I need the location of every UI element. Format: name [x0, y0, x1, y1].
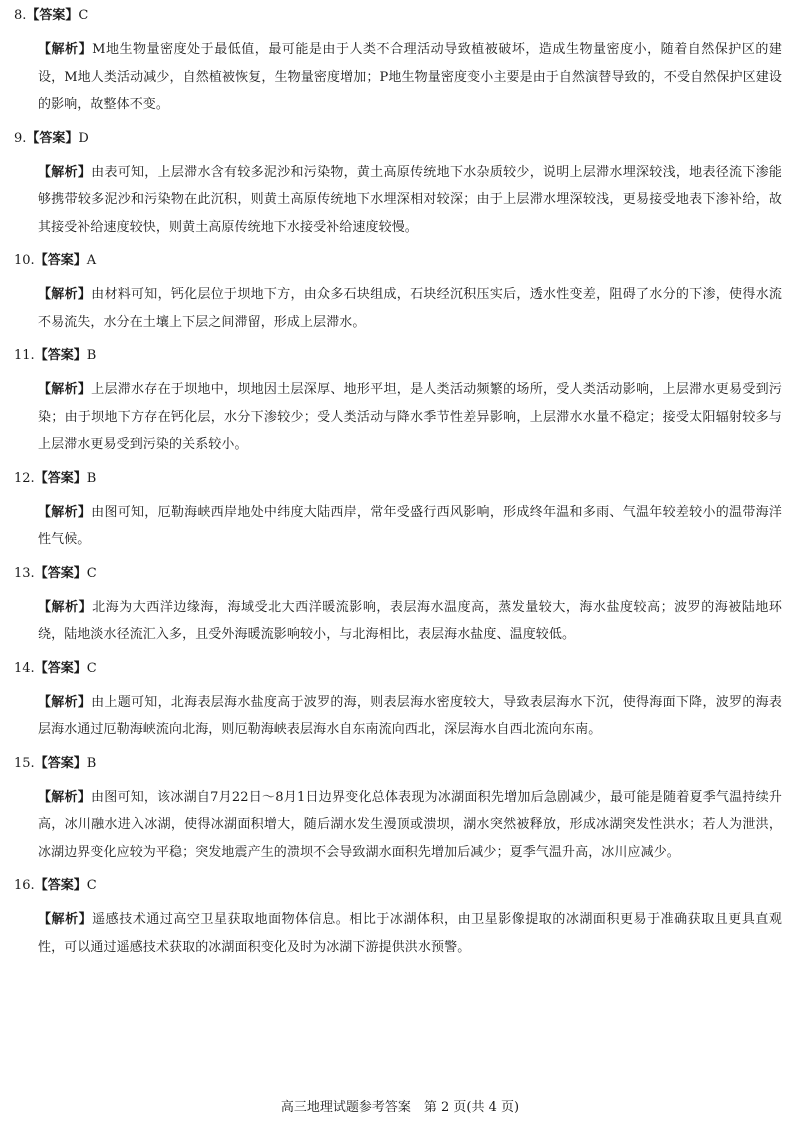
answer-choice: C	[86, 878, 97, 893]
answer-choice: C	[78, 8, 89, 23]
explanation	[14, 36, 786, 119]
answer-label: 【答案】	[34, 878, 87, 893]
question-number: 16.	[14, 878, 35, 893]
answer-choice: A	[86, 253, 97, 268]
explanation-text: 由图可知，厄勒海峡西岸地处中纬度大陆西岸，常年受盛行西风影响，形成终年温和多雨、气温年较差较小的温带海洋性气候。	[38, 504, 782, 547]
answer-item	[14, 346, 786, 459]
answer-choice: C	[86, 565, 97, 581]
answer-choice: B	[86, 348, 97, 363]
explanation-text: 北海为大西洋边缘海，海域受北大西洋暖流影响，表层海水温度高，蒸发量较大，海水盐度较高；波罗的海被陆地环绕，陆地淡水径流汇入多，且受外海暖流影响较小，与北海相比，表层海水盐度、温度较低。	[38, 599, 782, 642]
explanation-label: 【解析】	[38, 789, 91, 805]
answer-line	[14, 754, 786, 774]
explanation	[14, 159, 786, 242]
answer-item	[14, 469, 786, 554]
explanation-text: 由表可知，上层滞水含有较多泥沙和污染物，黄土高原传统地下水杂质较少，说明上层滞水埋深较浅，地表径流下渗能够携带较多泥沙和污染物在此沉积，则黄土高原传统地下水埋深相对较深；由于上层滞水埋深较浅，更易接受地表下渗补给，故其接受补给速度较快，则黄土高原传统地下水接受补给速度较慢。	[38, 164, 782, 235]
page-footer: 高三地理试题参考答案 第 2 页(共 4 页)	[280, 1100, 520, 1115]
explanation-text: 上层滞水存在于坝地中，坝地因土层深厚、地形平坦，是人类活动频繁的场所，受人类活动影响，上层滞水更易受到污染；由于坝地下方存在钙化层，水分下渗较少；受人类活动与降水季节性差异影响，上层滞水水量不稳定；接受太阳辐射较多与上层滞水更易受到污染的关系较小。	[38, 382, 782, 452]
answer-label: 【答案】	[26, 8, 79, 23]
explanation-text: 由上题可知，北海表层海水盐度高于波罗的海，则表层海水密度较大，导致表层海水下沉，使得海面下降，波罗的海表层海水通过厄勒海峡流向北海，则厄勒海峡表层海水自东南流向西北，深层海水自西北流向东南。	[38, 694, 782, 737]
answer-label: 【答案】	[34, 348, 87, 363]
explanation-text: M地生物量密度处于最低值，最可能是由于人类不合理活动导致植被破坏，造成生物量密度小，随着自然保护区的建设，M地人类活动减少，自然植被恢复，生物量密度增加；P地生物量密度变小主要是由于自然演替导致的，不受自然保护区建设的影响，故整体不变。	[38, 42, 782, 112]
answer-label: 【答案】	[34, 755, 87, 771]
answer-choice: B	[86, 755, 97, 771]
explanation	[14, 281, 786, 336]
answer-label: 【答案】	[34, 660, 87, 676]
question-number: 15.	[14, 755, 35, 771]
answer-line	[14, 129, 786, 149]
explanation	[14, 689, 786, 744]
answer-item	[14, 129, 786, 242]
answer-label: 【答案】	[26, 130, 79, 146]
answer-line	[14, 659, 786, 679]
answer-line	[14, 564, 786, 584]
explanation-label: 【解析】	[38, 504, 92, 520]
answer-label: 【答案】	[34, 253, 87, 268]
explanation-label: 【解析】	[38, 912, 93, 927]
answer-choice: D	[78, 130, 89, 146]
explanation	[14, 906, 786, 961]
explanation-label: 【解析】	[38, 287, 92, 302]
answer-line	[14, 469, 786, 489]
question-number: 10.	[14, 253, 35, 268]
answer-key	[14, 4, 786, 971]
answer-item	[14, 754, 786, 867]
explanation-label: 【解析】	[38, 42, 93, 57]
answer-item	[14, 876, 786, 961]
answer-line	[14, 876, 786, 896]
answer-line	[14, 6, 786, 26]
question-number: 11.	[14, 348, 35, 363]
question-number: 13.	[14, 565, 35, 581]
explanation-label: 【解析】	[38, 164, 92, 180]
explanation-label: 【解析】	[38, 694, 92, 710]
explanation-text: 由图可知，该冰湖自7月22日～8月1日边界变化总体表现为冰湖面积先增加后急剧减少，最可能是随着夏季气温持续升高，冰川融水进入冰湖，使得冰湖面积增大，随后湖水发生漫顶或溃坝，湖水突然被释放，形成冰湖突发性洪水；若人为泄洪，冰湖边界变化应较为平稳；突发地震产生的溃坝不会导致湖水面积先增加后减少；夏季气温升高，冰川应减少。	[38, 789, 782, 860]
explanation-label: 【解析】	[38, 382, 92, 397]
answer-item	[14, 659, 786, 744]
answer-choice: C	[86, 660, 97, 676]
answer-item	[14, 6, 786, 119]
explanation	[14, 784, 786, 867]
answer-item	[14, 564, 786, 649]
answer-line	[14, 346, 786, 366]
explanation-label: 【解析】	[38, 599, 93, 615]
answer-choice: B	[86, 470, 97, 486]
answer-item	[14, 251, 786, 336]
question-number: 14.	[14, 660, 35, 676]
answer-label: 【答案】	[34, 565, 87, 581]
question-number: 12.	[14, 470, 35, 486]
explanation-text: 遥感技术通过高空卫星获取地面物体信息。相比于冰湖体积，由卫星影像提取的冰湖面积更易于准确获取且更具直观性，可以通过遥感技术获取的冰湖面积变化及时为冰湖下游提供洪水预警。	[38, 912, 782, 955]
explanation	[14, 594, 786, 649]
question-number: 8.	[14, 8, 27, 23]
explanation-text: 由材料可知，钙化层位于坝地下方，由众多石块组成，石块经沉积压实后，透水性变差，阻碍了水分的下渗，使得水流不易流失，水分在土壤上下层之间滞留，形成上层滞水。	[38, 287, 782, 330]
answer-label: 【答案】	[34, 470, 87, 486]
explanation	[14, 499, 786, 554]
explanation	[14, 376, 786, 459]
question-number: 9.	[14, 130, 27, 146]
answer-line	[14, 251, 786, 271]
